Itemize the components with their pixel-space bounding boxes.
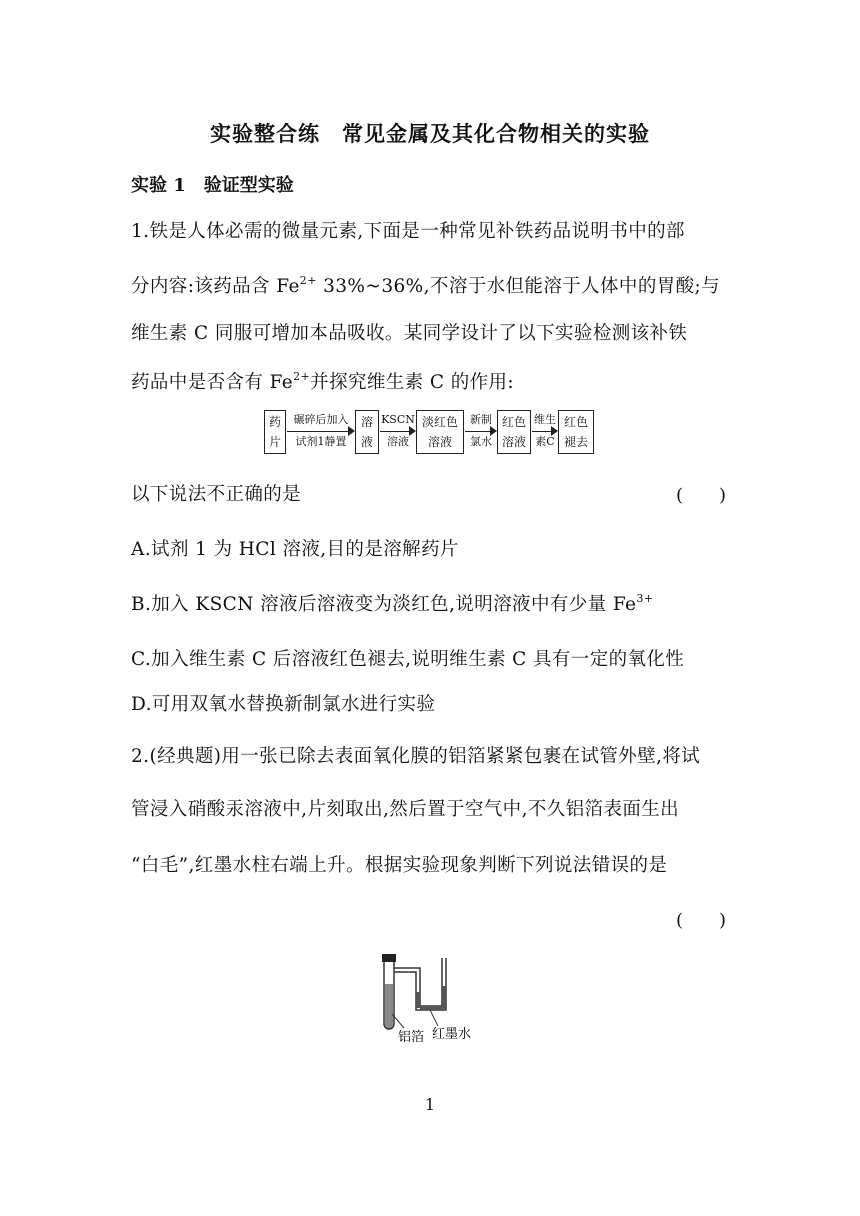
page-number: 1 xyxy=(424,1095,436,1114)
fe3-charge: 3+ xyxy=(636,592,654,605)
q1-line-4-text-a: 药品中是否含有 Fe xyxy=(131,372,294,393)
red-ink-bottom xyxy=(420,1006,442,1010)
fe2-charge-2: 2+ xyxy=(293,370,311,383)
flow-box-red: 红色 溶液 xyxy=(497,410,531,454)
flow-arrow-vitamin-c: 维生 素C xyxy=(534,413,556,448)
flow-arrow-grind: 碾碎后加入 试剂1静置 xyxy=(287,410,355,454)
q1-line-2-text-b: 33%~36%,不溶于水但能溶于人体中的胃酸;与 xyxy=(316,276,721,297)
flow-box-pale-red: 淡红色 溶液 xyxy=(416,410,464,454)
q1-option-d: D.可用双氧水替换新制氯水进行实验 xyxy=(131,694,436,715)
q1-stem: 以下说法不正确的是 xyxy=(131,484,302,505)
red-ink-left xyxy=(416,992,420,1008)
label-aluminum-foil: 铝箔 xyxy=(398,1030,425,1045)
q2-line-2: 管浸入硝酸汞溶液中,片刻取出,然后置于空气中,不久铝箔表面生出 xyxy=(131,799,680,820)
flow-arrow-chlorine: 新制 氯水 xyxy=(465,410,497,454)
q2-line-1: 2.(经典题)用一张已除去表面氧化膜的铝箔紧紧包裹在试管外壁,将试 xyxy=(131,746,701,767)
ink-leader-line xyxy=(430,1010,438,1026)
q1-line-1: 1.铁是人体必需的微量元素,下面是一种常见补铁药品说明书中的部 xyxy=(131,221,685,242)
q1-option-b xyxy=(131,590,653,616)
q2-line-3: “白毛”,红墨水柱右端上升。根据实验现象判断下列说法错误的是 xyxy=(131,855,668,876)
red-ink-right xyxy=(442,986,446,1010)
flow-arrow-kscn: KSCN 溶液 xyxy=(381,413,415,448)
stopper xyxy=(382,954,396,962)
test-tube-apparatus-figure xyxy=(370,948,490,1048)
q1-option-c: C.加入维生素 C 后溶液红色褪去,说明维生素 C 具有一定的氧化性 xyxy=(131,649,685,670)
flow-box-faded: 红色 褪去 xyxy=(558,410,594,454)
q1-line-4-text-b: 并探究维生素 C 的作用: xyxy=(310,372,515,393)
page-title: 实验整合练 常见金属及其化合物相关的实验 xyxy=(210,121,650,146)
q1-option-a: A.试剂 1 为 HCl 溶液,目的是溶解药片 xyxy=(131,539,459,560)
label-red-ink: 红墨水 xyxy=(432,1027,472,1042)
q1-line-2 xyxy=(131,272,720,298)
flow-box-solution: 溶 液 xyxy=(355,410,379,454)
fe2-charge: 2+ xyxy=(299,274,317,287)
q1-answer-paren: ( ) xyxy=(676,485,727,506)
q1-option-b-text: B.加入 KSCN 溶液后溶液变为淡红色,说明溶液中有少量 Fe xyxy=(131,594,637,615)
q1-line-4 xyxy=(131,368,514,394)
q1-line-2-text-a: 分内容:该药品含 Fe xyxy=(131,276,300,297)
flow-box-tablet: 药 片 xyxy=(264,410,286,454)
q2-answer-paren: ( ) xyxy=(676,910,727,931)
aluminum-foil xyxy=(385,984,393,1028)
q1-line-3: 维生素 C 同服可增加本品吸收。某同学设计了以下实验检测该补铁 xyxy=(131,323,688,344)
section-heading: 实验 1 验证型实验 xyxy=(131,175,294,196)
